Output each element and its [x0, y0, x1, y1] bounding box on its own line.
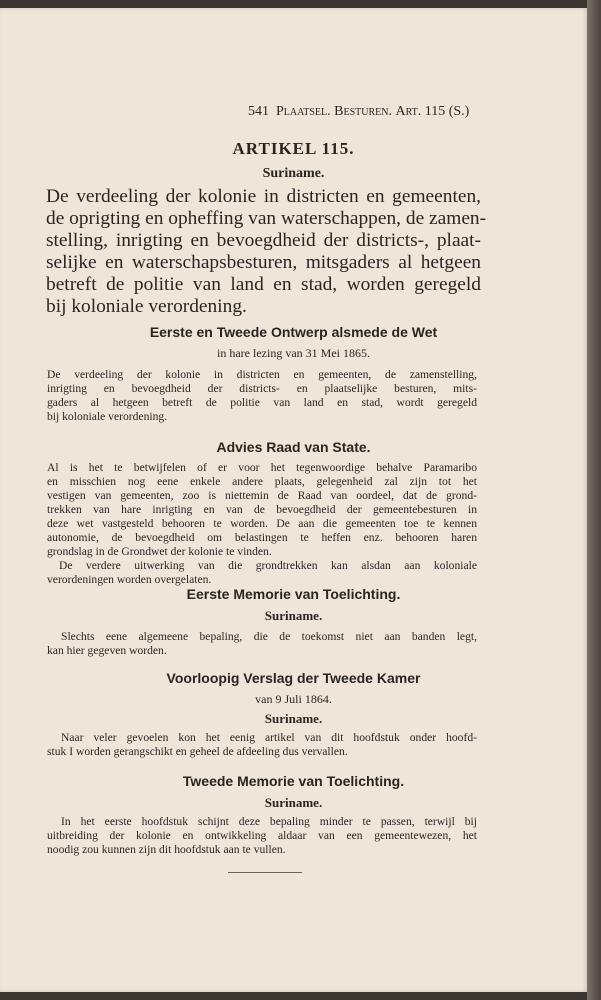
book-edge	[587, 0, 601, 1000]
advies-line: trekken van hare inrigting en van de bevoegdheid der gemeentebesturen in	[47, 503, 477, 516]
advies-line: en misschien nog eene enkele andere plaats, gelegenheid zal zijn tot het	[47, 475, 477, 488]
article-title: ARTIKEL 115.	[232, 139, 355, 158]
ontwerp-line: De verdeeling der kolonie in districten en gemeenten, de zamenstelling,	[47, 368, 477, 381]
running-head	[248, 104, 469, 120]
memorie2-text	[47, 815, 477, 857]
advies-line: verordeningen worden overgelaten.	[47, 573, 212, 586]
book-page	[0, 8, 587, 992]
memorie1-subtitle: Suriname.	[264, 608, 323, 623]
article-subtitle: Suriname.	[262, 166, 325, 181]
closing-rule	[228, 872, 302, 873]
memorie2-heading: Tweede Memorie van Toelichting.	[182, 773, 405, 789]
ontwerp-text	[47, 368, 477, 424]
advies-text	[47, 461, 477, 587]
page-number: 541	[248, 104, 269, 119]
memorie1-text	[47, 630, 477, 658]
advies-line: De verdere uitwerking van die grondtrekken kan alsdan aan koloniale	[59, 559, 477, 572]
verslag-line: stuk I worden gerangschikt en geheel de afdeeling dus vervallen.	[47, 745, 348, 758]
advies-line: grondslag in de Grondwet der kolonie te vinden.	[47, 545, 272, 558]
advies-line: autonomie, de bevoegdheid om belastingen te heffen enz. behooren haren	[47, 531, 477, 544]
main-line: stelling, inrigting en bevoegdheid der districts-, plaat-	[46, 230, 481, 251]
memorie2-line: uitbreiding der kolonie en ontwikkeling aldaar van een gemeentewezen, het	[47, 829, 477, 842]
main-line: de oprigting en opheffing van waterschappen, de zamen-	[46, 208, 487, 229]
verslag-subtitle: Suriname.	[264, 711, 323, 726]
advies-line: vestigen van gemeenten, zoo is niettemin de Raad van oordeel, dat de grond-	[47, 489, 477, 502]
advies-line: Al is het te betwijfelen of er voor het tegenwoordige behalve Paramaribo	[47, 461, 477, 474]
verslag-text	[47, 731, 477, 759]
advies-line: deze wet vastgesteld behooren te worden. De aan die gemeenten toe te kennen	[47, 517, 477, 530]
ontwerp-line: bij koloniale verordening.	[47, 410, 168, 423]
running-head-article: Art. 115 (S.)	[395, 104, 470, 119]
ontwerp-heading: Eerste en Tweede Ontwerp alsmede de Wet	[149, 324, 438, 340]
memorie1-line: kan hier gegeven worden.	[47, 644, 167, 657]
main-line: bij koloniale verordening.	[46, 296, 247, 317]
verslag-note: van 9 Juli 1864.	[255, 692, 332, 706]
running-head-section: Plaatsel. Besturen.	[276, 104, 392, 119]
ontwerp-note: in hare lezing van 31 Mei 1865.	[217, 346, 370, 360]
article-main-text	[46, 186, 487, 318]
memorie2-line: In het eerste hoofdstuk schijnt deze bepaling minder te passen, terwijl bij	[61, 815, 477, 828]
main-line: De verdeeling der kolonie in districten en gemeenten,	[46, 186, 481, 207]
advies-heading: Advies Raad van State.	[216, 439, 371, 455]
memorie2-subtitle: Suriname.	[264, 795, 323, 810]
ontwerp-line: inrigting en bevoegdheid der districts- en plaatselijke besturen, mits-	[47, 382, 477, 395]
verslag-line: Naar veler gevoelen kon het eenig artikel van dit hoofdstuk onder hoofd-	[61, 731, 477, 744]
verslag-heading: Voorloopig Verslag der Tweede Kamer	[166, 670, 421, 686]
main-line: selijke en waterschapsbesturen, mitsgaders al hetgeen	[46, 252, 481, 273]
ontwerp-line: gaders al hetgeen betreft de politie van land en stad, wordt geregeld	[47, 396, 477, 409]
memorie1-line: Slechts eene algemeene bepaling, die de toekomst niet aan banden legt,	[61, 630, 477, 643]
memorie1-heading: Eerste Memorie van Toelichting.	[186, 586, 401, 602]
memorie2-line: noodig zou kunnen zijn dit hoofdstuk aan te vullen.	[47, 843, 286, 856]
main-line: betreft de politie van land en stad, worden geregeld	[46, 274, 481, 295]
